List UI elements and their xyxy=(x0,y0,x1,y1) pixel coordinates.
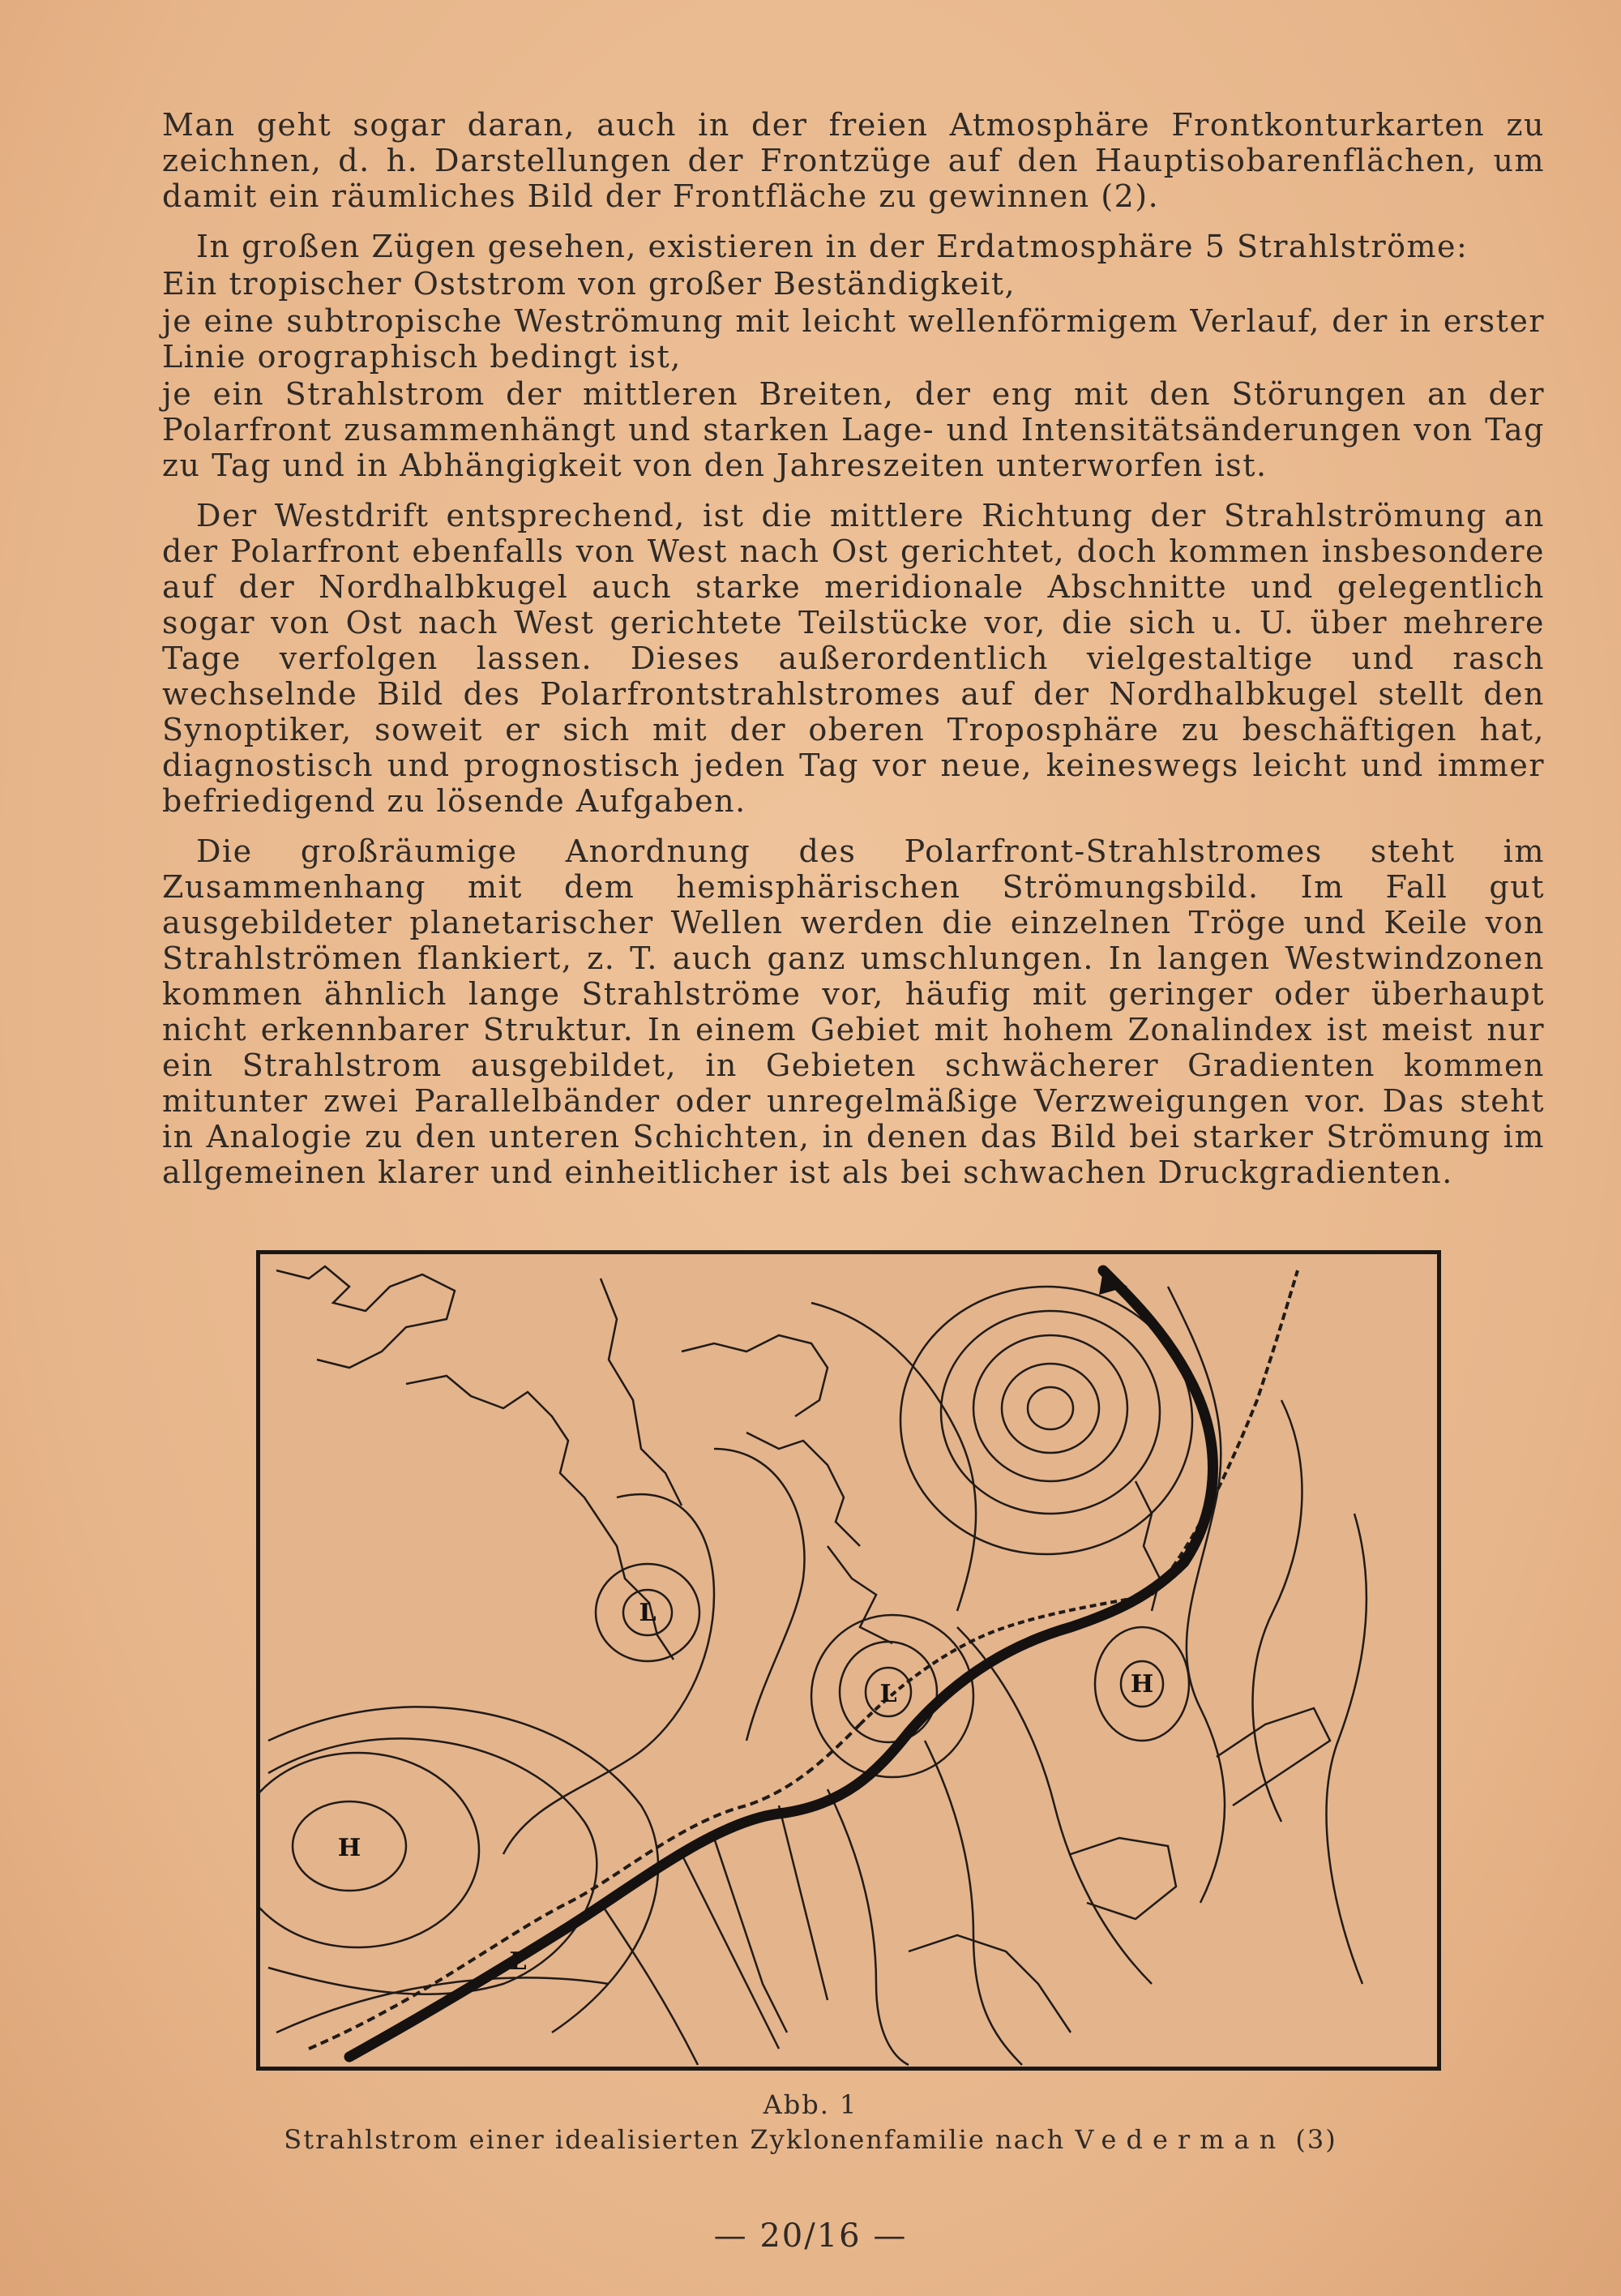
paragraph-arrangement: Die großräumige Anordnung des Polarfront-Strahlstromes steht im Zusammenhang mit dem hemisphärischen Strömungsbild. Im Fall gut ausgebildeter planetarischer Wellen werden die einzelnen Tröge und Keile von Strahlströmen flankiert, z. T. auch ganz umschlungen. In langen Westwindzonen kommen ähnlich lange Strahlströme vor, häufig mit geringer oder überhaupt nicht erkennbarer Struktur. In einem Gebiet mit hohem Zonalindex ist meist nur ein Strahlstrom ausgebildet, in Gebieten schwächerer Gradienten kommen mitunter zwei Parallelbänder oder unregelmäßige Verzweigungen vor. Das steht in Analogie zu den unteren Schichten, in denen das Bild bei starker Strömung im allgemeinen klarer und einheitlicher ist als bei schwachen Druckgradienten. xyxy=(162,833,1545,1190)
high-pressure-label-1: H xyxy=(1130,1670,1154,1698)
low-pressure-label-1: L xyxy=(639,1599,657,1627)
high-pressure-label-2: H xyxy=(337,1834,361,1862)
figure-caption-number: Abb. 1 xyxy=(763,2089,858,2120)
caption-reference: (3) xyxy=(1295,2124,1337,2155)
caption-author: Vederman xyxy=(1075,2124,1286,2155)
low-pressure-label-2: L xyxy=(879,1680,897,1708)
list-item-tropical: Ein tropischer Oststrom von großer Beständigkeit, xyxy=(162,266,1016,302)
coastlines xyxy=(276,1266,1330,2033)
caption-prefix: Strahlstrom einer idealisierten Zyklonenfamilie nach xyxy=(284,2124,1066,2155)
fronts xyxy=(309,1270,1298,2049)
paragraph-westdrift: Der Westdrift entsprechend, ist die mittlere Richtung der Strahlströmung an der Polarfront ebenfalls von West nach Ost gerichtet, doch kommen insbesondere auf der Nordhalbkugel auch starke meridionale Abschnitte und gelegentlich sogar von Ost nach West gerichtete Teilstücke vor, die sich u. U. über mehrere Tage verfolgen lassen. Dieses außerordentlich vielgestaltige und rasch wechselnde Bild des Polarfrontstrahlstromes auf der Nordhalbkugel stellt den Synoptiker, soweit er sich mit der oberen Troposphäre zu beschäftigen hat, diagnostisch und prognostisch jeden Tag vor neue, keineswegs leicht und immer befriedigend zu lösende Aufgaben. xyxy=(162,498,1545,819)
weather-map-figure xyxy=(256,1250,1441,2071)
list-item-subtropical: je eine subtropische Weströmung mit leicht wellenförmigem Verlauf, der in erster Linie orographisch bedingt ist, xyxy=(162,303,1545,375)
paragraph-jetstreams-count: In großen Zügen gesehen, existieren in der Erdatmosphäre 5 Strahlströme: xyxy=(196,229,1469,264)
list-item-midlatitude: je ein Strahlstrom der mittleren Breiten, der eng mit den Störungen an der Polarfront zusammenhängt und starken Lage- und Intensitätsänderungen von Tag zu Tag und in Abhängigkeit von den Jahreszeiten unterworfen ist. xyxy=(162,376,1545,483)
page-number: — 20/16 — xyxy=(713,2217,908,2255)
figure-caption-title xyxy=(0,2124,1621,2155)
body-text xyxy=(162,107,1545,1205)
low-pressure-label-3: L xyxy=(509,1947,527,1976)
jet-stream-axis xyxy=(349,1270,1213,2057)
paragraph-intro: Man geht sogar daran, auch in der freien Atmosphäre Frontkonturkarten zu zeichnen, d. h. Darstellungen der Frontzüge auf den Hauptisobarenflächen, um damit ein räumliches Bild der Frontfläche zu gewinnen (2). xyxy=(162,107,1545,214)
weather-map xyxy=(260,1254,1437,2067)
